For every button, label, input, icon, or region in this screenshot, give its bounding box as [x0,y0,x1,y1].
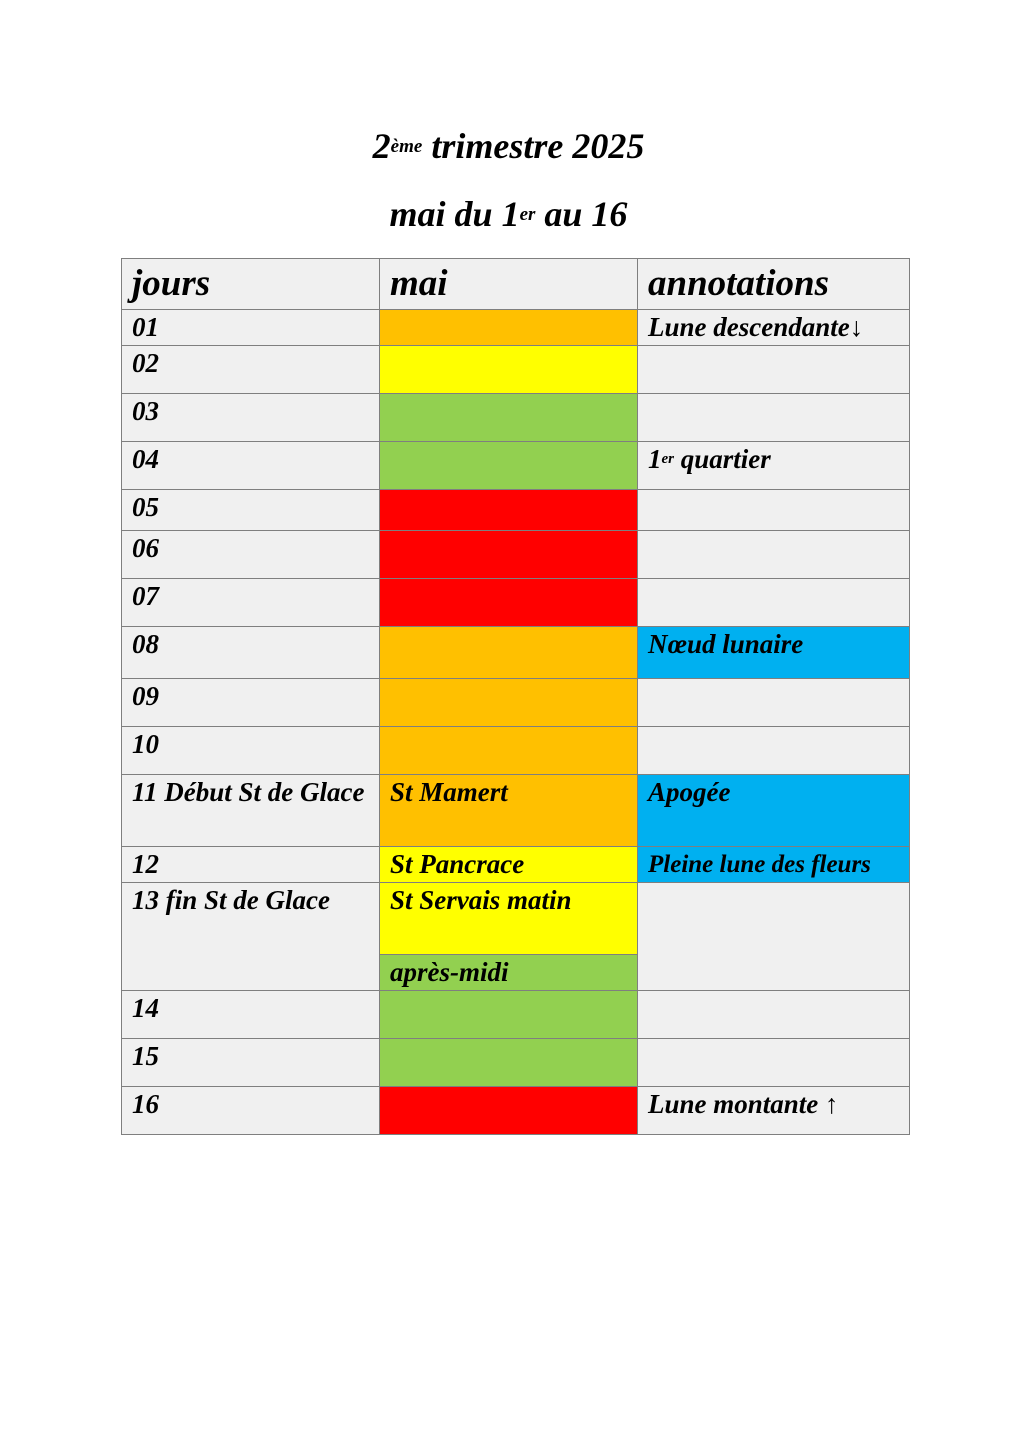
table-row [122,579,910,627]
annotation-cell [638,394,910,442]
color-cell [380,991,638,1039]
day-cell: 10 [122,727,380,775]
annotation-cell [638,346,910,394]
annotation-cell [638,1039,910,1087]
day-cell: 03 [122,394,380,442]
annotation-cell [638,442,910,490]
title-superscript: ème [390,136,423,157]
day-cell: 11 Début St de Glace [122,775,380,847]
annotation-cell [638,991,910,1039]
day-cell: 02 [122,346,380,394]
table-row [122,727,910,775]
annotation-cell [638,883,910,991]
annotation-text: quartier [674,444,771,474]
annotation-cell [638,490,910,531]
calendar-table [121,258,910,1135]
color-cell [380,442,638,490]
header-annotations: annotations [638,259,910,310]
day-cell: 07 [122,579,380,627]
table-row [122,847,910,883]
color-cell: après-midi [380,955,638,991]
day-cell: 09 [122,679,380,727]
color-cell [380,346,638,394]
page-title [0,128,1017,164]
annotation-number: 1 [648,444,662,474]
table-row [122,627,910,679]
day-cell: 16 [122,1087,380,1135]
table-row [122,775,910,847]
subtitle-text-start: mai du 1 [389,194,520,234]
day-cell: 06 [122,531,380,579]
color-cell [380,627,638,679]
color-cell [380,679,638,727]
color-cell: St Mamert [380,775,638,847]
day-cell: 14 [122,991,380,1039]
annotation-cell: Nœud lunaire [638,627,910,679]
header-mai: mai [380,259,638,310]
table-row [122,394,910,442]
color-cell [380,579,638,627]
table-row [122,442,910,490]
color-cell [380,531,638,579]
table-row [122,991,910,1039]
day-cell: 04 [122,442,380,490]
table-header-row [122,259,910,310]
day-cell: 05 [122,490,380,531]
annotation-cell [638,531,910,579]
annotation-cell [638,727,910,775]
day-cell: 12 [122,847,380,883]
day-cell: 15 [122,1039,380,1087]
day-cell: 13 fin St de Glace [122,883,380,991]
color-cell [380,1087,638,1135]
annotation-cell [638,579,910,627]
annotation-cell: Apogée [638,775,910,847]
subtitle-superscript: er [519,204,536,225]
header-jours: jours [122,259,380,310]
day-cell: 08 [122,627,380,679]
annotation-cell [638,679,910,727]
page-subtitle [0,196,1017,232]
title-number: 2 [372,126,391,166]
annotation-superscript: er [661,451,674,467]
day-cell: 01 [122,310,380,346]
table-row [122,1039,910,1087]
title-text: trimestre 2025 [422,126,645,166]
table-row [122,490,910,531]
subtitle-text-end: au 16 [535,194,628,234]
color-cell [380,490,638,531]
table-row [122,883,910,955]
color-cell: St Servais matin [380,883,638,955]
table-row [122,679,910,727]
color-cell [380,394,638,442]
annotation-cell: Lune descendante↓ [638,310,910,346]
color-cell [380,1039,638,1087]
table-row [122,1087,910,1135]
table-row [122,531,910,579]
table-row [122,310,910,346]
color-cell: St Pancrace [380,847,638,883]
color-cell [380,727,638,775]
table-row [122,346,910,394]
annotation-cell: Pleine lune des fleurs [638,847,910,883]
annotation-cell: Lune montante ↑ [638,1087,910,1135]
color-cell [380,310,638,346]
